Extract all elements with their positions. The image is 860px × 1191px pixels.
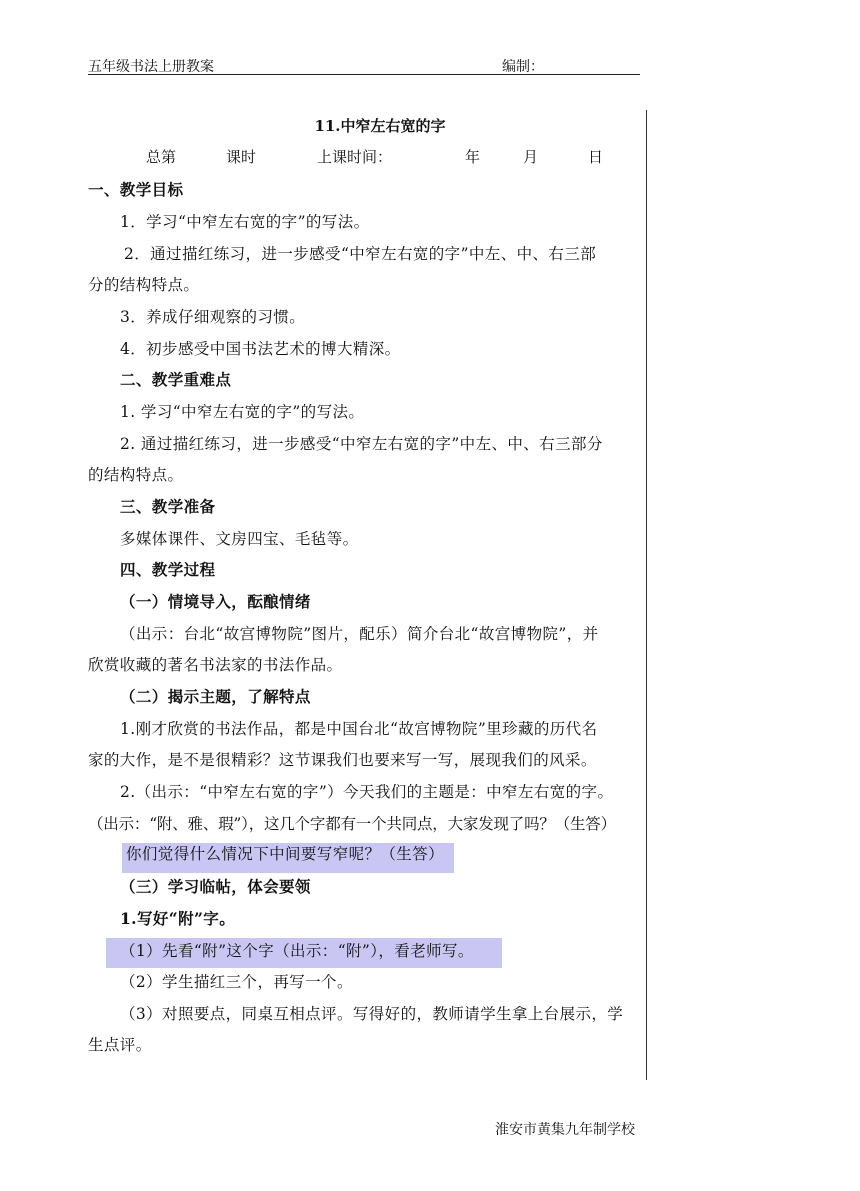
meta-lesson: 课时: [226, 148, 257, 166]
header-left-text: 五年级书法上册教案: [88, 59, 214, 75]
body-line: （出示：“附、雅、瑕”），这几个字都有一个共同点，大家发现了吗？（生答）: [88, 815, 616, 833]
body-line: 的结构特点。: [88, 466, 184, 484]
section-heading: 三、教学准备: [120, 497, 216, 516]
body-line: （2）学生描红三个，再写一个。: [120, 973, 353, 991]
meta-month: 月: [523, 148, 539, 166]
body-line: 分的结构特点。: [88, 276, 200, 294]
body-line: 4．初步感受中国书法艺术的博大精深。: [120, 340, 401, 358]
body-line: 1．学习“中窄左右宽的字”的写法。: [120, 213, 370, 231]
subsection-heading: （二）揭示主题，了解特点: [120, 687, 311, 706]
margin-rule: [646, 110, 647, 1080]
meta-year: 年: [465, 148, 481, 166]
body-line: 1.刚才欣赏的书法作品，都是中国台北“故宫博物院”里珍藏的历代名: [120, 720, 598, 738]
body-line: 家的大作，是不是很精彩？这节课我们也要来写一写，展现我们的风采。: [88, 751, 597, 769]
body-line: 2．通过描红练习，进一步感受“中窄左右宽的字”中左、中、右三部: [124, 245, 597, 263]
meta-total: 总第: [146, 148, 177, 166]
body-line: （出示：台北“故宫博物院”图片，配乐）简介台北“故宫博物院”，并: [120, 625, 599, 643]
body-line: （3）对照要点，同桌互相点评。写得好的，教师请学生拿上台展示，学: [120, 1005, 624, 1023]
body-line: 欣赏收藏的著名书法家的书法作品。: [88, 656, 343, 674]
subsection-heading: （一）情境导入，酝酿情绪: [120, 592, 311, 611]
body-line: 生点评。: [88, 1036, 152, 1054]
highlighted-line: 你们觉得什么情况下中间要写窄呢？（生答）: [122, 843, 454, 873]
section-heading: 四、教学过程: [120, 560, 216, 579]
footer-school: 淮安市黄集九年制学校: [495, 1122, 635, 1138]
lesson-title: 11.中窄左右宽的字: [314, 117, 446, 135]
meta-time: 上课时间：: [317, 148, 393, 166]
body-line: 2. 通过描红练习，进一步感受“中窄左右宽的字”中左、中、右三部分: [120, 435, 603, 453]
body-line: 3．养成仔细观察的习惯。: [120, 308, 306, 326]
section-heading: 二、教学重难点: [120, 370, 232, 389]
body-line: 1. 学习“中窄左右宽的字”的写法。: [120, 403, 365, 421]
section-heading: 一、教学目标: [88, 180, 184, 199]
body-line: 2.（出示：“中窄左右宽的字”）今天我们的主题是：中窄左右宽的字。: [120, 783, 614, 801]
header-author-label: 编制：: [502, 59, 544, 75]
subsection-heading: （三）学习临帖，体会要领: [120, 877, 311, 896]
header-rule: [88, 74, 640, 75]
highlighted-line: （1）先看“附”这个字（出示：“附”），看老师写。: [106, 938, 502, 968]
body-line: 多媒体课件、文房四宝、毛毡等。: [120, 530, 359, 548]
subsection-heading: 1.写好“附”字。: [120, 909, 236, 928]
meta-day: 日: [588, 148, 604, 166]
